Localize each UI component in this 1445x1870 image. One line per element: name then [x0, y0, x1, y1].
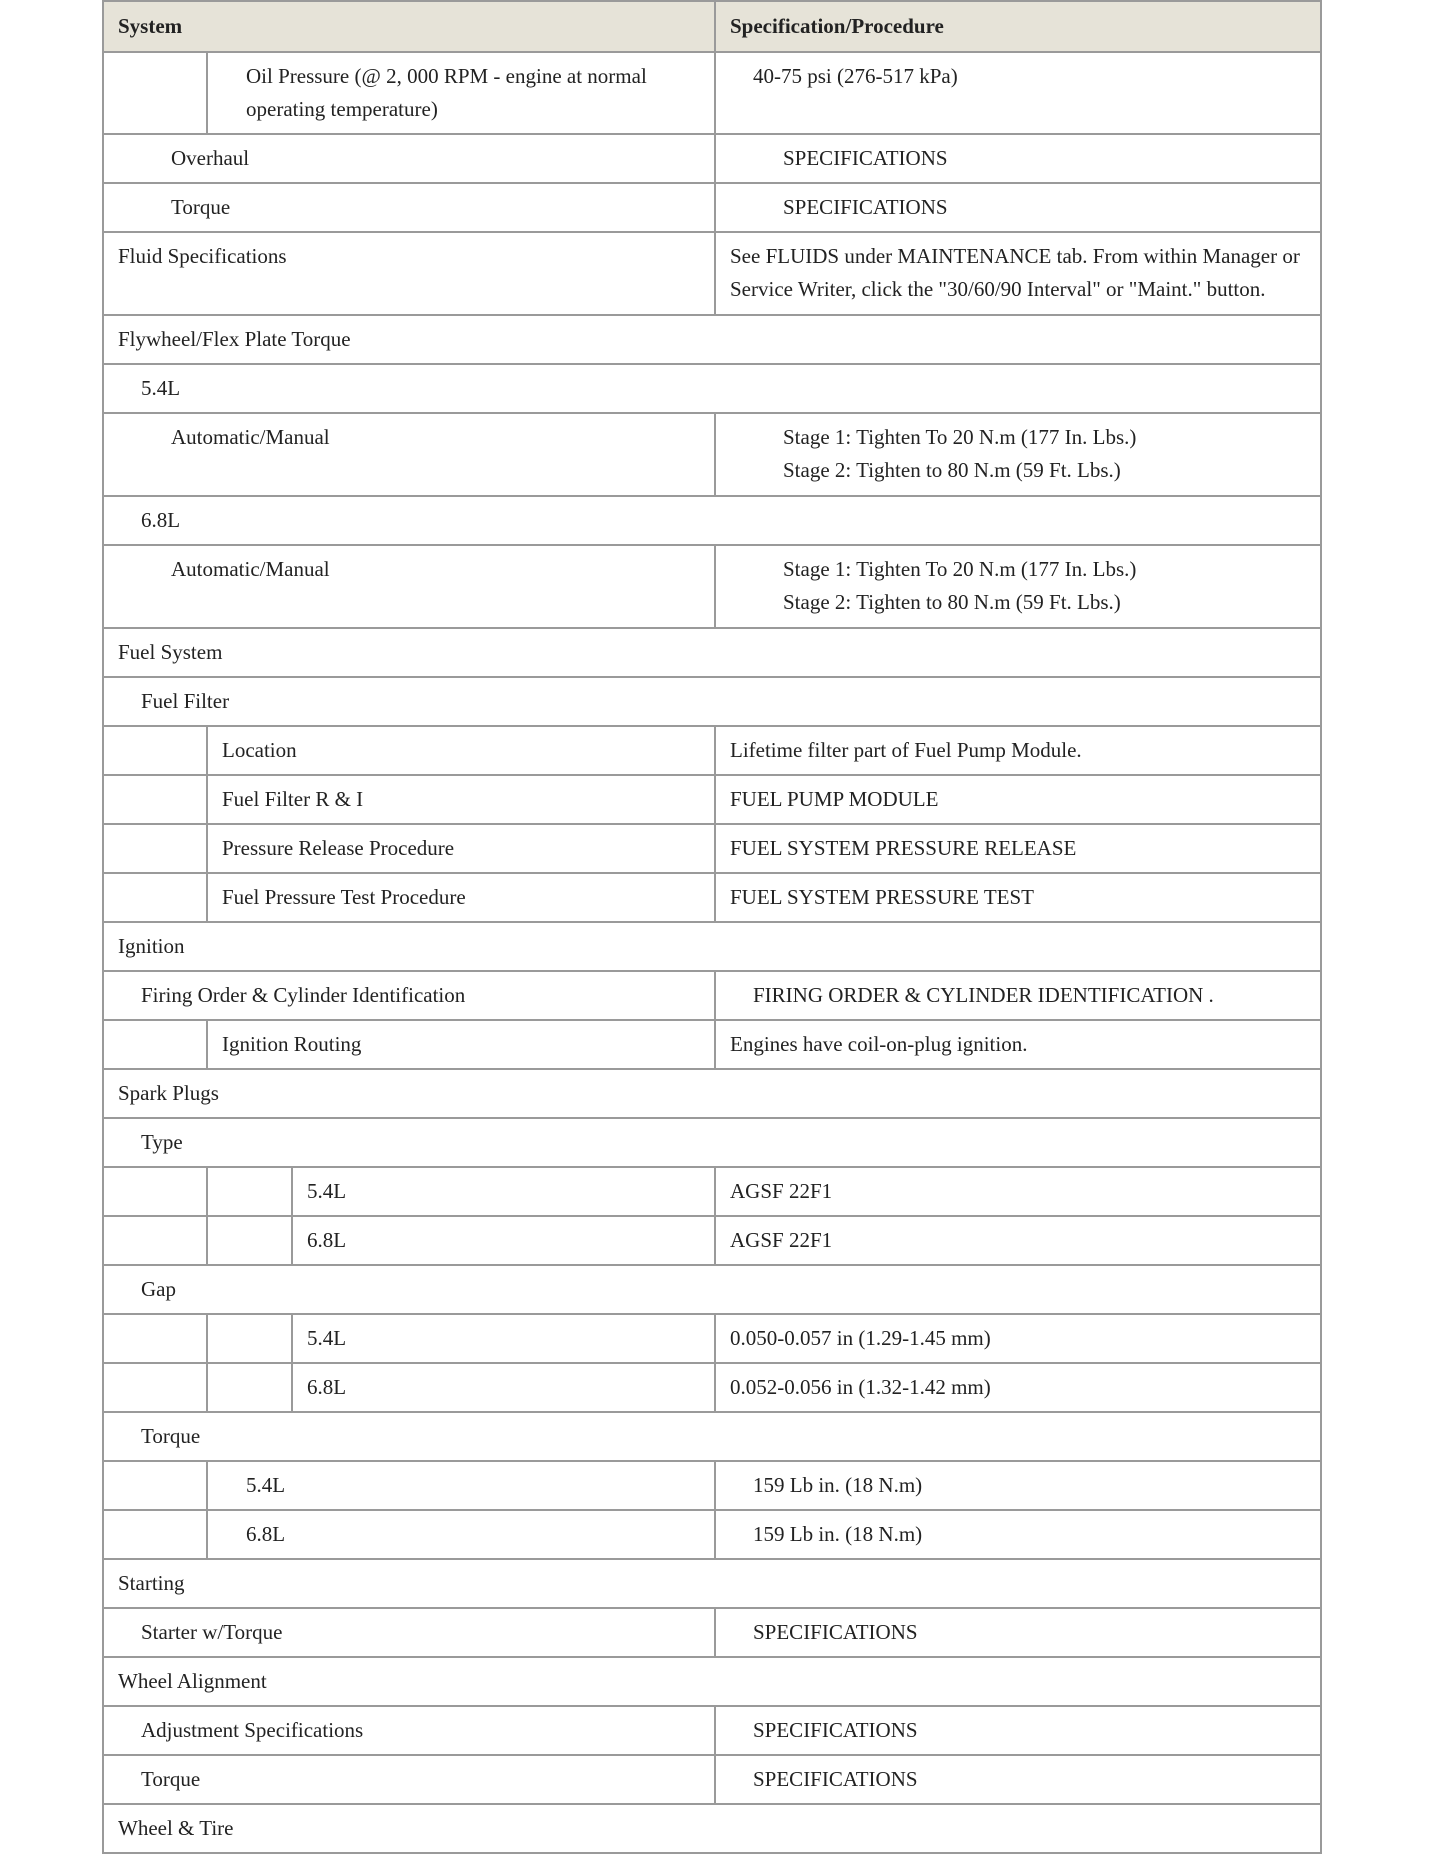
- table-row: [103, 315, 1321, 364]
- empty-cell: [103, 52, 207, 134]
- stage-2-text: Stage 2: Tighten to 80 N.m (59 Ft. Lbs.): [783, 590, 1121, 614]
- spark-gap-68-label: 6.8L: [292, 1363, 715, 1412]
- spark-torque-54-label: 5.4L: [207, 1461, 715, 1510]
- table-row: [103, 1706, 1321, 1755]
- pressure-test-label: Fuel Pressure Test Procedure: [207, 873, 715, 922]
- engine-torque-link[interactable]: SPECIFICATIONS: [715, 183, 1321, 232]
- table-row: [103, 1314, 1321, 1363]
- table-row: [103, 873, 1321, 922]
- firing-order-label: Firing Order & Cylinder Identification: [103, 971, 715, 1020]
- table-row: [103, 52, 1321, 134]
- pressure-release-label: Pressure Release Procedure: [207, 824, 715, 873]
- table-row: [103, 1167, 1321, 1216]
- table-row: [103, 134, 1321, 183]
- spark-torque-54-value: 159 Lb in. (18 N.m): [715, 1461, 1321, 1510]
- specifications-table: [102, 0, 1322, 1854]
- fuel-pump-module-link[interactable]: FUEL PUMP MODULE: [715, 775, 1321, 824]
- table-row: [103, 545, 1321, 628]
- ignition-routing-label: Ignition Routing: [207, 1020, 715, 1069]
- flywheel-68-value: [715, 545, 1321, 628]
- flywheel-54-sub-label: Automatic/Manual: [103, 413, 715, 496]
- empty-cell: [207, 1314, 292, 1363]
- empty-cell: [207, 1167, 292, 1216]
- table-row: [103, 971, 1321, 1020]
- stage-1-text: Stage 1: Tighten To 20 N.m (177 In. Lbs.): [783, 425, 1137, 449]
- flywheel-68-sub-label: Automatic/Manual: [103, 545, 715, 628]
- table-row: [103, 1461, 1321, 1510]
- ignition-routing-value: Engines have coil-on-plug ignition.: [715, 1020, 1321, 1069]
- spark-gap-54-value: 0.050-0.057 in (1.29-1.45 mm): [715, 1314, 1321, 1363]
- table-row: [103, 922, 1321, 971]
- empty-cell: [103, 873, 207, 922]
- table-row: [103, 1804, 1321, 1853]
- table-row: [103, 1608, 1321, 1657]
- table-row: [103, 413, 1321, 496]
- table-row: [103, 1020, 1321, 1069]
- table-row: [103, 677, 1321, 726]
- starter-torque-label: Starter w/Torque: [103, 1608, 715, 1657]
- empty-cell: [207, 1216, 292, 1265]
- table-row: [103, 628, 1321, 677]
- starter-torque-link[interactable]: SPECIFICATIONS: [715, 1608, 1321, 1657]
- table-row: [103, 1559, 1321, 1608]
- spark-type-54-label: 5.4L: [292, 1167, 715, 1216]
- wheel-tire-section-label: Wheel & Tire: [103, 1804, 1321, 1853]
- table-row: [103, 1216, 1321, 1265]
- flywheel-54-value: [715, 413, 1321, 496]
- table-row: [103, 1265, 1321, 1314]
- header-specification: Specification/Procedure: [715, 1, 1321, 52]
- table-row: [103, 1510, 1321, 1559]
- empty-cell: [103, 1314, 207, 1363]
- starting-section-label: Starting: [103, 1559, 1321, 1608]
- spark-type-label: Type: [103, 1118, 1321, 1167]
- spark-gap-label: Gap: [103, 1265, 1321, 1314]
- spark-type-54-value: AGSF 22F1: [715, 1167, 1321, 1216]
- fluid-specs-label: Fluid Specifications: [103, 232, 715, 315]
- spark-torque-label: Torque: [103, 1412, 1321, 1461]
- empty-cell: [103, 726, 207, 775]
- pressure-release-link[interactable]: FUEL SYSTEM PRESSURE RELEASE: [715, 824, 1321, 873]
- table-row: [103, 232, 1321, 315]
- table-row: [103, 726, 1321, 775]
- stage-2-text: Stage 2: Tighten to 80 N.m (59 Ft. Lbs.): [783, 458, 1121, 482]
- flywheel-68-label: 6.8L: [103, 496, 1321, 545]
- overhaul-label: Overhaul: [103, 134, 715, 183]
- firing-order-link[interactable]: FIRING ORDER & CYLINDER IDENTIFICATION .: [715, 971, 1321, 1020]
- table-row: [103, 364, 1321, 413]
- fluid-specs-value: See FLUIDS under MAINTENANCE tab. From within Manager or Service Writer, click the "30/60/90 Interval" or "Maint." button.: [715, 232, 1321, 315]
- fuel-filter-ri-label: Fuel Filter R & I: [207, 775, 715, 824]
- flywheel-section-label: Flywheel/Flex Plate Torque: [103, 315, 1321, 364]
- header-system: System: [103, 1, 715, 52]
- spark-gap-54-label: 5.4L: [292, 1314, 715, 1363]
- oil-pressure-value: 40-75 psi (276-517 kPa): [715, 52, 1321, 134]
- empty-cell: [103, 1461, 207, 1510]
- table-row: [103, 1363, 1321, 1412]
- fuel-location-value: Lifetime filter part of Fuel Pump Module.: [715, 726, 1321, 775]
- overhaul-link[interactable]: SPECIFICATIONS: [715, 134, 1321, 183]
- table-row: [103, 824, 1321, 873]
- flywheel-54-label: 5.4L: [103, 364, 1321, 413]
- empty-cell: [103, 1020, 207, 1069]
- table-row: [103, 1657, 1321, 1706]
- empty-cell: [103, 1363, 207, 1412]
- table-row: [103, 1412, 1321, 1461]
- table-row: [103, 496, 1321, 545]
- table-header-row: [103, 1, 1321, 52]
- wheel-alignment-section-label: Wheel Alignment: [103, 1657, 1321, 1706]
- spark-plugs-section-label: Spark Plugs: [103, 1069, 1321, 1118]
- empty-cell: [103, 775, 207, 824]
- alignment-torque-label: Torque: [103, 1755, 715, 1804]
- spark-torque-68-value: 159 Lb in. (18 N.m): [715, 1510, 1321, 1559]
- table-row: [103, 775, 1321, 824]
- alignment-torque-link[interactable]: SPECIFICATIONS: [715, 1755, 1321, 1804]
- table-row: [103, 183, 1321, 232]
- table-row: [103, 1069, 1321, 1118]
- empty-cell: [207, 1363, 292, 1412]
- spark-type-68-label: 6.8L: [292, 1216, 715, 1265]
- empty-cell: [103, 1510, 207, 1559]
- fuel-system-section-label: Fuel System: [103, 628, 1321, 677]
- adjustment-specs-link[interactable]: SPECIFICATIONS: [715, 1706, 1321, 1755]
- spark-gap-68-value: 0.052-0.056 in (1.32-1.42 mm): [715, 1363, 1321, 1412]
- fuel-location-label: Location: [207, 726, 715, 775]
- ignition-section-label: Ignition: [103, 922, 1321, 971]
- adjustment-specs-label: Adjustment Specifications: [103, 1706, 715, 1755]
- spark-torque-68-label: 6.8L: [207, 1510, 715, 1559]
- empty-cell: [103, 824, 207, 873]
- oil-pressure-label: Oil Pressure (@ 2, 000 RPM - engine at normal operating temperature): [207, 52, 715, 134]
- pressure-test-link[interactable]: FUEL SYSTEM PRESSURE TEST: [715, 873, 1321, 922]
- engine-torque-label: Torque: [103, 183, 715, 232]
- fuel-filter-label: Fuel Filter: [103, 677, 1321, 726]
- table-row: [103, 1755, 1321, 1804]
- table-row: [103, 1118, 1321, 1167]
- spark-type-68-value: AGSF 22F1: [715, 1216, 1321, 1265]
- stage-1-text: Stage 1: Tighten To 20 N.m (177 In. Lbs.): [783, 557, 1137, 581]
- empty-cell: [103, 1167, 207, 1216]
- empty-cell: [103, 1216, 207, 1265]
